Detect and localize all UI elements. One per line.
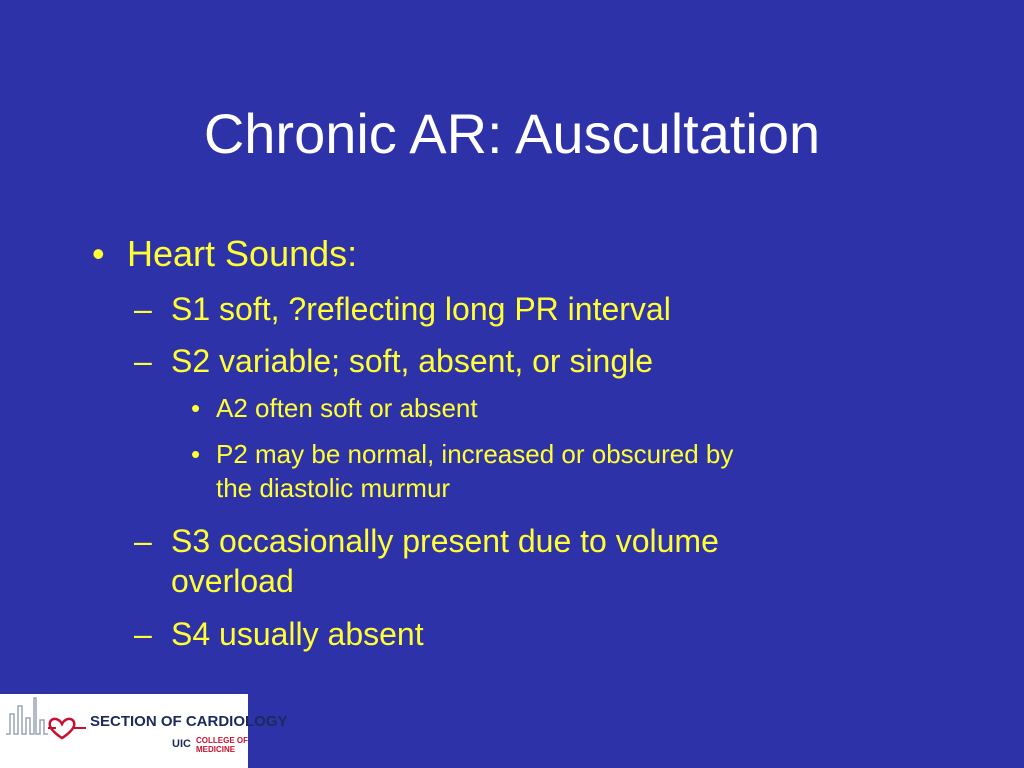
bullet-p2-line1: P2 may be normal, increased or obscured by	[216, 439, 734, 469]
bullet-s3-line2: overload	[171, 563, 294, 599]
bullet-a2: A2 often soft or absent	[216, 393, 478, 423]
slide-title: Chronic AR: Auscultation	[203, 102, 821, 165]
dash-marker: –	[134, 523, 152, 559]
logo-college	[196, 736, 248, 754]
skyline-heart-icon	[0, 694, 248, 768]
bullet-marker: •	[191, 393, 201, 423]
bullet-s2: S2 variable; soft, absent, or single	[171, 343, 654, 379]
bullet-p2-line2: the diastolic murmur	[216, 473, 451, 503]
logo-uic: UIC	[172, 738, 191, 750]
logo-section-name: SECTION OF CARDIOLOGY	[90, 713, 288, 730]
dash-marker: –	[134, 616, 152, 652]
bullet-marker: •	[92, 233, 105, 274]
bullet-s1: S1 soft, ?reflecting long PR interval	[171, 291, 671, 327]
cardiology-logo	[0, 694, 288, 768]
dash-marker: –	[134, 291, 152, 327]
dash-marker: –	[134, 343, 152, 379]
bullet-s3-line1: S3 occasionally present due to volume	[171, 523, 719, 559]
logo-college-line2: MEDICINE	[196, 745, 236, 754]
bullet-heart-sounds: Heart Sounds:	[127, 233, 358, 274]
bullet-marker: •	[191, 439, 201, 469]
logo-college-line1: COLLEGE OF	[196, 736, 248, 745]
bullet-s4: S4 usually absent	[171, 616, 424, 652]
